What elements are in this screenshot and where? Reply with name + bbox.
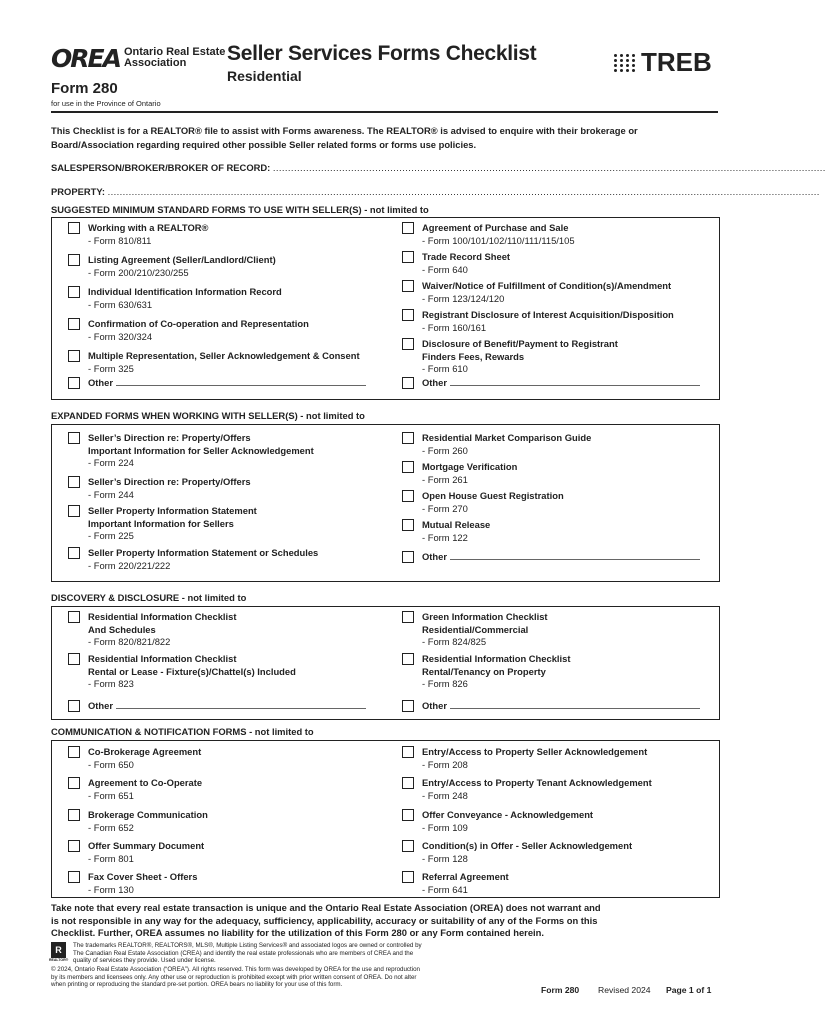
checkbox[interactable] [68,377,80,389]
checkbox[interactable] [402,700,414,712]
checklist-item-label: Individual Identification Information Record [88,286,282,297]
checklist-item-label: Residential Market Comparison Guide [422,432,592,443]
form-code: - Form 270 [422,502,468,514]
form-code: - Form 123/124/120 [422,292,505,304]
realtor-logo-caption: REALTOR® [49,958,69,962]
checkbox[interactable] [68,809,80,821]
form-code: - Form 224 [88,457,134,468]
checkbox[interactable] [402,551,414,563]
orea-logo [51,43,226,73]
property-field[interactable] [51,186,820,197]
checklist-item-label: Multiple Representation, Seller Acknowledgement & Consent [88,350,360,361]
form-code: - Form 244 [88,488,134,500]
form-number: Form 280 [51,80,118,97]
checkbox[interactable] [68,777,80,789]
checklist-item-label: Other [422,551,700,564]
checklist-item-label: Registrant Disclosure of Interest Acquisition/Disposition [422,309,674,320]
other-entry-line[interactable] [450,701,700,709]
realtor-logo-icon: R [51,942,66,958]
other-entry-line[interactable] [116,378,366,386]
checklist-item-label: Entry/Access to Property Seller Acknowledgement [422,746,648,757]
trademark-line-3: quality of services they provide. Used under license. [73,957,216,965]
checkbox[interactable] [68,871,80,883]
form-code: - Form 325 [88,362,134,374]
intro-line-2: Board/Association regarding required other possible Seller related forms or forms use policies. [51,139,477,150]
checklist-item-label: Seller Property Information Statement or Schedules [88,547,319,558]
checklist-item-label: Brokerage Communication [88,809,208,820]
form-code: - Form 823 [88,678,134,689]
form-code: - Form 820/821/822 [88,636,171,647]
checklist-item-label: Confirmation of Co-operation and Representation [88,318,309,329]
trademark-line-1: The trademarks REALTOR®, REALTORS®, MLS®, Multiple Listing Services® and associated logos are owned or controlled by [73,942,422,949]
salesperson-field[interactable] [51,162,826,173]
checklist-item-label: Fax Cover Sheet - Offers [88,871,198,882]
form-code: - Form 651 [88,789,134,801]
form-code: - Form 128 [422,852,468,864]
form-code: - Form 610 [422,363,468,374]
checkbox[interactable] [402,280,414,292]
other-entry-line[interactable] [116,701,366,709]
form-code: - Form 810/811 [88,234,152,246]
checklist-item-label: Seller Property Information Statement Important Information for Sellers [88,505,257,529]
orea-logo-text-line-2: Association [123,57,187,69]
checkbox[interactable] [68,254,80,266]
checklist-item-label: Entry/Access to Property Tenant Acknowledgement [422,777,652,788]
checklist-item-label: Co-Brokerage Agreement [88,746,202,757]
disclaimer [51,902,721,940]
checkbox[interactable] [68,286,80,298]
copyright-notice [51,966,420,989]
page-title: Seller Services Forms Checklist [227,42,537,65]
form-code: - Form 641 [422,883,468,895]
checklist-item-label: Other [88,377,366,390]
checkbox[interactable] [402,432,414,444]
treb-logo-text: TREB [641,47,712,77]
checkbox[interactable] [402,251,414,263]
form-code: - Form 261 [422,473,468,485]
checkbox[interactable] [402,611,414,623]
salesperson-dotted-line[interactable]: ........................................................................................................................................................................................ [272,162,826,173]
checkbox[interactable] [68,611,80,623]
checklist-item-label: Offer Conveyance - Acknowledgement [422,809,594,820]
form-code: - Form 826 [422,678,468,689]
checklist-item-label: Condition(s) in Offer - Seller Acknowledgement [422,840,633,851]
checklist-item-label: Other [422,700,700,713]
intro-text [51,124,721,152]
checkbox[interactable] [68,840,80,852]
checklist-item-label: Residential Information Checklist And Schedules [88,611,237,635]
checklist-item-label: Seller’s Direction re: Property/Offers Important Information for Seller Acknowledgement [88,432,314,456]
checkbox[interactable] [68,746,80,758]
form-code: - Form 109 [422,821,468,833]
copyright-line-3: when printing or reproducing the standard pre-set portion. OREA bears no liability for your use of this form. [51,981,343,989]
form-code: - Form 320/324 [88,330,153,342]
form-code: - Form 100/101/102/110/111/115/105 [422,234,575,246]
copyright-line-2: by its members and licensees only. Any other use or reproduction is prohibited except with prior written consent of OREA. Do not alter [51,973,417,981]
checklist-item-label: Open House Guest Registration [422,490,564,501]
checkbox[interactable] [402,377,414,389]
header-divider [51,111,718,113]
checkbox[interactable] [402,338,414,350]
form-code: - Form 801 [88,852,134,864]
form-code: - Form 130 [88,883,134,895]
checklist-item-label: Agreement to Co-Operate [88,777,203,788]
checklist-item-label: Residential Information Checklist Rental/Tenancy on Property [422,653,571,677]
salesperson-label: SALESPERSON/BROKER/BROKER OF RECORD: [51,162,271,173]
checklist-item-label: Mutual Release [422,519,491,530]
checklist-item-label: Mortgage Verification [422,461,518,472]
checkbox[interactable] [68,476,80,488]
trademark-notice [73,942,422,965]
footer-revised: Revised 2024 [598,985,651,995]
checkbox[interactable] [402,777,414,789]
form-code: - Form 122 [422,531,468,543]
form-code: - Form 630/631 [88,298,153,310]
checklist-item-label: Trade Record Sheet [422,251,511,262]
checkbox[interactable] [68,432,80,444]
form-code: - Form 640 [422,263,468,275]
province-note: for use in the Province of Ontario [51,99,161,108]
checklist-item-label: Agreement of Purchase and Sale [422,222,569,233]
checkbox[interactable] [402,840,414,852]
checkbox[interactable] [402,653,414,665]
treb-dots-icon [614,54,636,72]
checklist-item-label: Waiver/Notice of Fulfillment of Condition(s)/Amendment [422,280,672,291]
disclaimer-line-1: Take note that every real estate transaction is unique and the Ontario Real Estate Association (OREA) does not warrant and [51,902,601,913]
section-heading: EXPANDED FORMS WHEN WORKING WITH SELLER(S) - not limited to [51,410,365,421]
form-code: - Form 208 [422,758,468,770]
checklist-item-label: Seller’s Direction re: Property/Offers [88,476,251,487]
checkbox[interactable] [402,461,414,473]
form-code: - Form 225 [88,530,134,541]
trademark-line-2: The Canadian Real Estate Association (CREA) and identify the real estate professionals who are members of CREA and the [73,949,414,957]
orea-logo-text-line-1: Ontario Real Estate [123,46,226,58]
checklist-item-label: Green Information Checklist Residential/Commercial [422,611,548,635]
checklist-item-label: Listing Agreement (Seller/Landlord/Client) [88,254,276,265]
checklist-item-label: Other [422,377,700,390]
form-code: - Form 652 [88,821,134,833]
checklist-item-label: Offer Summary Document [88,840,205,851]
checkbox[interactable] [402,809,414,821]
checkbox[interactable] [68,505,80,517]
property-dotted-line[interactable]: ............................................................................................................................................................................................................................................. [107,186,820,197]
form-code: - Form 248 [422,789,468,801]
disclaimer-line-2: is not responsible in any way for the adequacy, sufficiency, applicability, accuracy or suitability of any of the Forms on this [51,914,598,926]
copyright-line-1: © 2024, Ontario Real Estate Association (“OREA”). All rights reserved. This form was developed by OREA for the use and reproduction [51,966,420,973]
checklist-item-label: Working with a REALTOR® [88,222,209,233]
form-code: - Form 824/825 [422,636,487,647]
form-code: - Form 650 [88,758,134,770]
orea-logo-mark: OREA [51,43,120,73]
checklist-item-label: Referral Agreement [422,871,509,882]
intro-line-1: This Checklist is for a REALTOR® file to assist with Forms awareness. The REALTOR® is advised to enquire with their brokerage or [51,125,638,136]
treb-logo [614,47,712,78]
disclaimer-line-3: Checklist. Further, OREA assumes no liability for the utilization of this Form 280 or any Form contained herein. [51,927,544,938]
section-heading: DISCOVERY & DISCLOSURE - not limited to [51,592,247,603]
page-subtitle: Residential [227,68,302,84]
checkbox[interactable] [68,350,80,362]
form-code: - Form 160/161 [422,321,487,333]
checkbox[interactable] [402,222,414,234]
checkbox[interactable] [68,222,80,234]
checkbox[interactable] [402,519,414,531]
checkbox[interactable] [402,746,414,758]
checkbox[interactable] [68,547,80,559]
checkbox[interactable] [68,653,80,665]
checkbox[interactable] [402,309,414,321]
form-code: - Form 200/210/230/255 [88,266,189,278]
other-entry-line[interactable] [450,378,700,386]
section-heading: SUGGESTED MINIMUM STANDARD FORMS TO USE WITH SELLER(S) - not limited to [51,204,429,215]
checklist-item-label: Residential Information Checklist Rental or Lease - Fixture(s)/Chattel(s) Included [88,653,296,677]
checkbox[interactable] [402,871,414,883]
checkbox[interactable] [402,490,414,502]
form-code: - Form 260 [422,444,468,456]
section-heading: COMMUNICATION & NOTIFICATION FORMS - not limited to [51,726,314,737]
checkbox[interactable] [68,318,80,330]
checklist-item-label: Other [88,700,366,713]
other-entry-line[interactable] [450,552,700,560]
property-label: PROPERTY: [51,186,105,197]
form-code: - Form 220/221/222 [88,559,171,571]
checkbox[interactable] [68,700,80,712]
checklist-item-label: Disclosure of Benefit/Payment to Registrant Finders Fees, Rewards [422,338,618,362]
footer-form-number: Form 280 [541,985,580,995]
orea-logo-text [124,47,225,69]
footer-page-number: Page 1 of 1 [666,985,712,995]
